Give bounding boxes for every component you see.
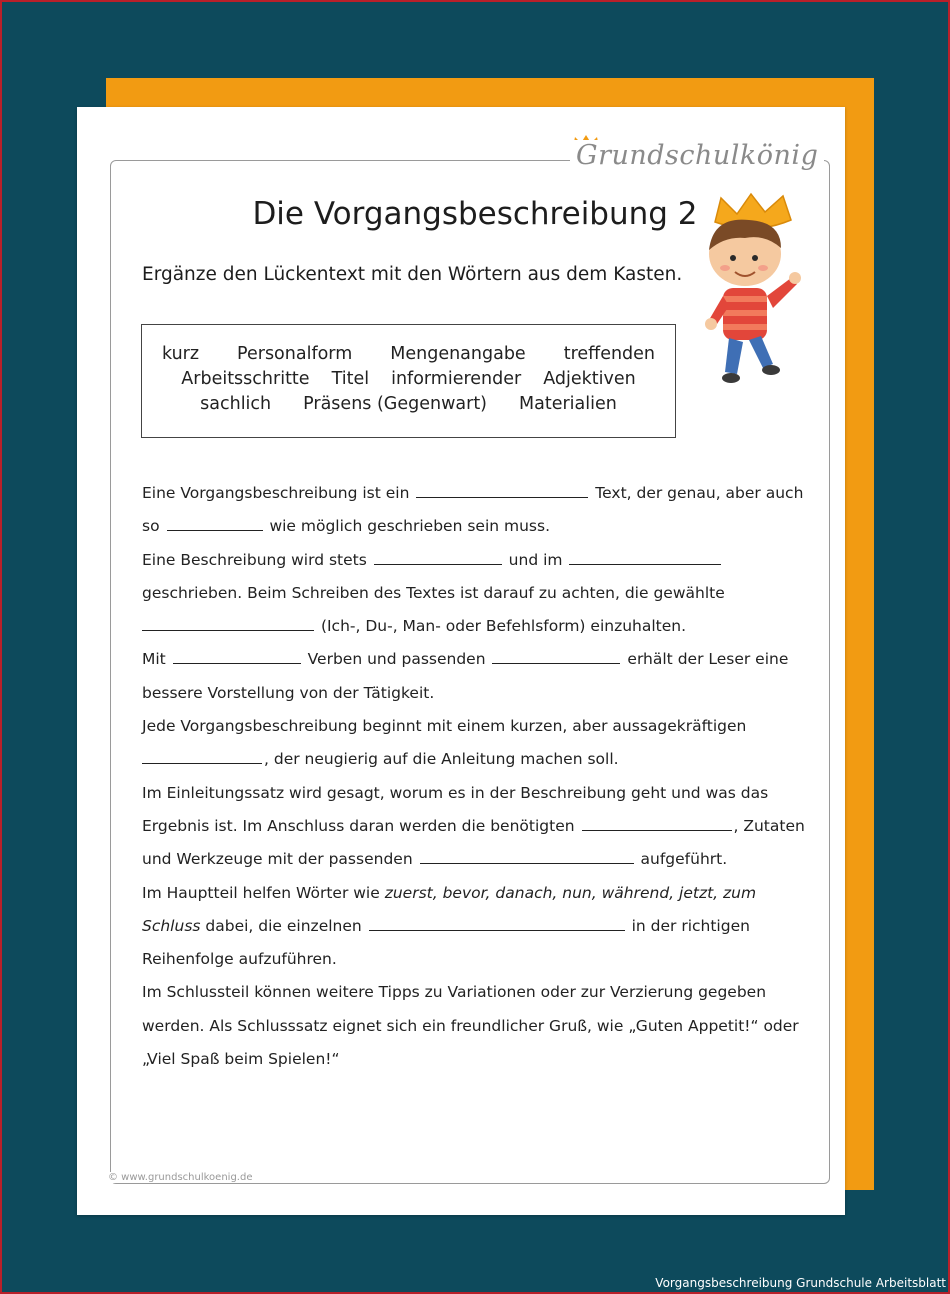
text-fragment: Reihenfolge aufzuführen. [142,950,337,969]
text-line [142,1043,782,1076]
text-fragment-italic: zuerst, bevor, danach, nun, während, jetzt, zum [384,883,757,902]
text-fragment: wie möglich geschrieben sein muss. [269,517,550,536]
blank-field[interactable] [492,649,620,664]
text-fragment: „Viel Spaß beim Spielen!“ [142,1050,340,1069]
text-fragment: in der richtigen [631,916,750,935]
text-line [142,677,782,710]
text-line [142,843,782,876]
blank-field[interactable] [142,616,314,631]
text-fragment: aufgeführt. [640,850,728,869]
word-item: Titel [331,369,370,389]
brand-logo: Grundschulkönig [570,140,824,171]
text-fragment: erhält der Leser eine [627,650,789,669]
blank-field[interactable] [173,649,301,664]
word-box-row [142,394,675,414]
text-line [142,577,782,610]
text-fragment: und im [508,550,563,569]
text-fragment: und Werkzeuge mit der passenden [142,850,413,869]
text-fragment: , Zutaten [733,816,805,835]
text-fragment: Jede Vorgangsbeschreibung beginnt mit einem kurzen, aber aussagekräftigen [142,717,747,736]
blank-field[interactable] [582,816,732,831]
text-fragment: Mit [142,650,166,669]
word-item: sachlich [200,394,272,414]
text-line [142,1010,799,1043]
cloze-text [142,477,805,1076]
text-line [142,743,782,776]
text-line [142,510,782,543]
text-line [142,477,804,510]
text-fragment: , der neugierig auf die Anleitung machen soll. [264,750,619,769]
text-fragment: werden. Als Schlusssatz eignet sich ein freundlicher Gruß, wie „Guten Appetit!“ oder [142,1016,799,1035]
text-fragment: Eine Beschreibung wird stets [142,550,367,569]
text-line [142,544,782,577]
blank-field[interactable] [569,550,721,565]
text-fragment: Im Schlussteil können weitere Tipps zu Variationen oder zur Verzierung gegeben [142,983,767,1002]
worksheet-title: Die Vorgangsbeschreibung 2 [252,196,698,232]
blank-field[interactable] [416,483,588,498]
text-fragment: (Ich-, Du-, Man- oder Befehlsform) einzuhalten. [320,617,687,636]
text-fragment: Eine Vorgangsbeschreibung ist ein [142,484,410,502]
word-box [141,324,676,438]
word-item: Präsens (Gegenwart) [303,394,488,414]
word-box-row [142,369,675,389]
text-fragment: Text, der genau, aber auch [595,484,804,502]
word-item: treffenden [563,344,656,364]
text-line [142,610,782,643]
text-line [142,643,789,676]
text-fragment: geschrieben. Beim Schreiben des Textes ist darauf zu achten, die gewählte [142,583,725,602]
text-fragment: so [142,517,160,536]
text-line [142,976,782,1009]
image-caption: Vorgangsbeschreibung Grundschule Arbeitsblatt [655,1276,946,1290]
word-item: Materialien [519,394,617,414]
text-fragment: Verben und passenden [307,650,486,669]
word-item: Adjektiven [543,369,636,389]
word-item: Arbeitsschritte [181,369,310,389]
word-item: informierender [391,369,522,389]
text-line [142,777,782,810]
word-box-row [142,344,675,364]
footer-copyright: © www.grundschulkoenig.de [108,1172,258,1183]
text-fragment: Ergebnis ist. Im Anschluss daran werden die benötigten [142,816,575,835]
word-item: kurz [161,344,200,364]
text-fragment: bessere Vorstellung von der Tätigkeit. [142,683,435,702]
text-fragment-italic: Schluss [142,916,201,935]
worksheet-instruction: Ergänze den Lückentext mit den Wörtern aus dem Kasten. [142,264,683,285]
text-line [142,877,782,910]
text-line [142,710,782,743]
blank-field[interactable] [142,749,262,764]
blank-field[interactable] [167,516,263,531]
word-item: Mengenangabe [390,344,526,364]
blank-field[interactable] [420,849,634,864]
blank-field[interactable] [369,916,625,931]
text-line [142,910,782,943]
text-fragment: Im Hauptteil helfen Wörter wie [142,883,380,902]
text-fragment: dabei, die einzelnen [205,916,362,935]
text-line [142,943,782,976]
blank-field[interactable] [374,550,502,565]
text-fragment: Im Einleitungssatz wird gesagt, worum es in der Beschreibung geht und was das [142,783,769,802]
word-item: Personalform [237,344,353,364]
text-line [142,810,805,843]
